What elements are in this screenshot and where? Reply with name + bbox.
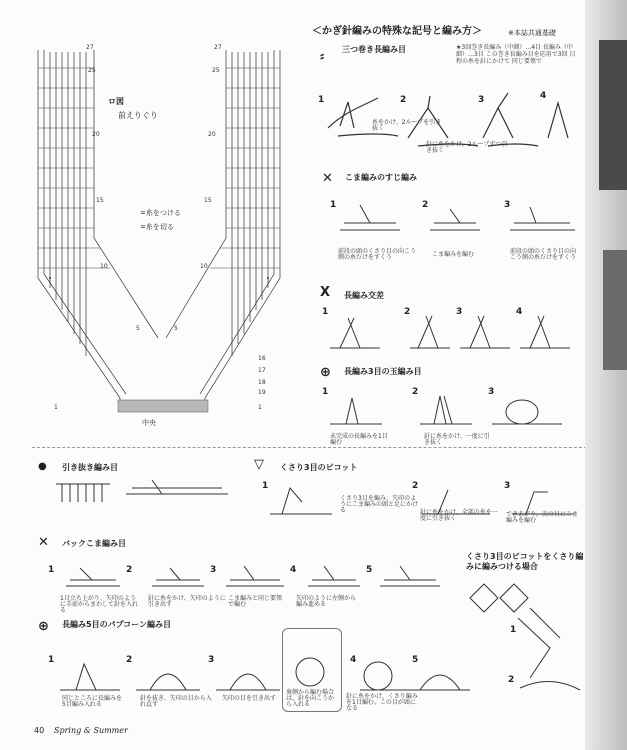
facing-page-edge (599, 40, 627, 190)
section-header: ＜かぎ針編みの特殊な記号と編み方＞ (312, 26, 482, 37)
svg-text:4: 4 (290, 565, 297, 575)
row-label: 19 (258, 389, 266, 396)
caption: 未完成の長編みを1目編む (330, 433, 388, 446)
caption: 針に糸をかけ、全部の糸を一度に引き抜く (420, 509, 498, 522)
caption: できあがり。次の目にこま編みを編む (506, 511, 579, 524)
caption: 針を抜き、矢印の目から入れ直す (140, 695, 212, 708)
header-note: ※本誌共通基礎 (508, 29, 556, 37)
caption: 同じところに長編みを5目編み入れる (62, 695, 123, 708)
caption: 針に糸をかけ、2ループずつ引き抜く (426, 141, 508, 154)
section-title: くさり3目のピコットをくさり編みに編みつける場合 (466, 552, 584, 572)
svg-text:2: 2 (508, 675, 515, 685)
caption: 針に糸をかけ、くさり編みを1目編む。この目が頭になる (346, 693, 418, 712)
stitch-illustration (460, 578, 586, 708)
chart-subtitle: 前えりぐり (118, 111, 158, 120)
section-title: 長編み交差 (344, 291, 384, 300)
legend-attach: =糸をつける (140, 209, 181, 217)
stitch-illustration (40, 560, 460, 596)
row-num: 5 (174, 325, 178, 332)
sc-back-loop-symbol-icon: ✕ (322, 171, 333, 186)
svg-text:3: 3 (210, 565, 217, 575)
row-label: 16 (258, 355, 266, 362)
row-num: 10 (100, 263, 108, 270)
caption: こま編みを編む (432, 251, 475, 258)
svg-text:3: 3 (456, 307, 463, 317)
crossed-dc-symbol-icon: Ⅹ (320, 285, 331, 300)
caption: 前段の頭のくさり目の向こう側の糸だけをすくう (338, 248, 417, 261)
svg-text:1: 1 (510, 625, 517, 635)
row-num: 1 (54, 404, 58, 411)
svg-text:4: 4 (350, 655, 357, 665)
svg-text:1: 1 (262, 481, 269, 491)
svg-text:2: 2 (126, 565, 133, 575)
svg-text:1: 1 (322, 387, 329, 397)
svg-text:1: 1 (48, 565, 55, 575)
caption: 前段の頭のくさり目の向こう側の糸だけをすくう (510, 248, 577, 261)
svg-text:2: 2 (412, 387, 419, 397)
svg-text:3: 3 (488, 387, 495, 397)
stitch-illustration (320, 304, 578, 356)
slip-stitch-symbol-icon: ● (38, 461, 47, 472)
svg-text:5: 5 (412, 655, 419, 665)
stitch-illustration (322, 384, 578, 432)
caption: 糸をかけ、2ループを引き抜く (372, 119, 442, 132)
caption: 矢印の目を引き出す (222, 695, 277, 702)
section-title: 引き抜き編み目 (62, 463, 118, 472)
row-num: 25 (212, 67, 220, 74)
section-title: バックこま編み目 (62, 539, 126, 548)
bobble-symbol-icon: ⊕ (320, 365, 331, 380)
section-title: くさり3目のピコット (280, 463, 358, 472)
caption: 矢印のように左側から編み進める (296, 595, 357, 608)
row-num: 15 (204, 197, 212, 204)
section-title: こま編みのすじ編み (345, 173, 417, 182)
caption: 裏側から編む場合は、針を向こうから入れる (286, 689, 335, 708)
section-title: 長編み5目のパプコーン編み目 (62, 620, 172, 629)
caption: くさり3目を編み、矢印のようにこま編みの頭と足にかける (340, 495, 419, 514)
row-label: 18 (258, 379, 266, 386)
svg-text:4: 4 (540, 91, 547, 101)
caption: 1目立ち上がり、矢印のように手前からまわして針を入れる (60, 595, 139, 614)
picot-symbol-icon: ▽ (254, 457, 264, 472)
caption: 針に糸をかけ、一度に引き抜く (424, 433, 490, 446)
folio-text: Spring & Summer (54, 726, 128, 735)
facing-page-edge (603, 250, 627, 370)
svg-text:1: 1 (330, 200, 337, 210)
row-num: 27 (214, 44, 222, 51)
section-note: ★3回巻き長編み（中細）…4目 長編み（中細）…3目 この巻き長編み目を応用で3回 目程の糸を針にかけて 同じ要領で (456, 44, 576, 66)
svg-text:2: 2 (404, 307, 411, 317)
svg-text:1: 1 (318, 95, 325, 105)
stitch-illustration (330, 195, 580, 241)
triple-treble-symbol-icon: ⸗ (320, 49, 325, 64)
chart-title: ロ図 (108, 97, 124, 106)
svg-text:2: 2 (412, 481, 419, 491)
svg-text:2: 2 (400, 95, 407, 105)
row-num: 20 (92, 131, 100, 138)
svg-text:3: 3 (478, 95, 485, 105)
svg-text:2: 2 (126, 655, 133, 665)
binding-gutter (585, 0, 627, 750)
divider (32, 447, 592, 448)
section-title: 三つ巻き長編み目 (342, 45, 406, 54)
page-number: 40 (34, 726, 45, 735)
caption: 針に糸をかけ、矢印のように引き出す (148, 595, 226, 608)
svg-text:3: 3 (208, 655, 215, 665)
popcorn-symbol-icon: ⊕ (38, 619, 49, 634)
center-label: 中央 (142, 419, 156, 427)
caption: こま編みと同じ要領で編む (228, 595, 283, 608)
row-num: 10 (200, 263, 208, 270)
row-num: 15 (96, 197, 104, 204)
svg-text:1: 1 (322, 307, 329, 317)
stitch-illustration (52, 476, 232, 506)
row-num: 5 (136, 325, 140, 332)
svg-text:4: 4 (516, 307, 523, 317)
stitch-illustration (40, 650, 470, 696)
reverse-sc-symbol-icon: ✕ (38, 535, 49, 550)
row-num: 20 (208, 131, 216, 138)
svg-text:5: 5 (366, 565, 373, 575)
svg-text:1: 1 (48, 655, 55, 665)
svg-text:2: 2 (422, 200, 429, 210)
row-num: 1 (258, 404, 262, 411)
row-label: 17 (258, 367, 266, 374)
svg-text:3: 3 (504, 200, 511, 210)
svg-text:3: 3 (504, 481, 511, 491)
row-num: 27 (86, 44, 94, 51)
legend-cut: =糸を切る (140, 223, 174, 231)
row-num: 25 (88, 67, 96, 74)
section-title: 長編み3目の玉編み目 (344, 367, 422, 376)
